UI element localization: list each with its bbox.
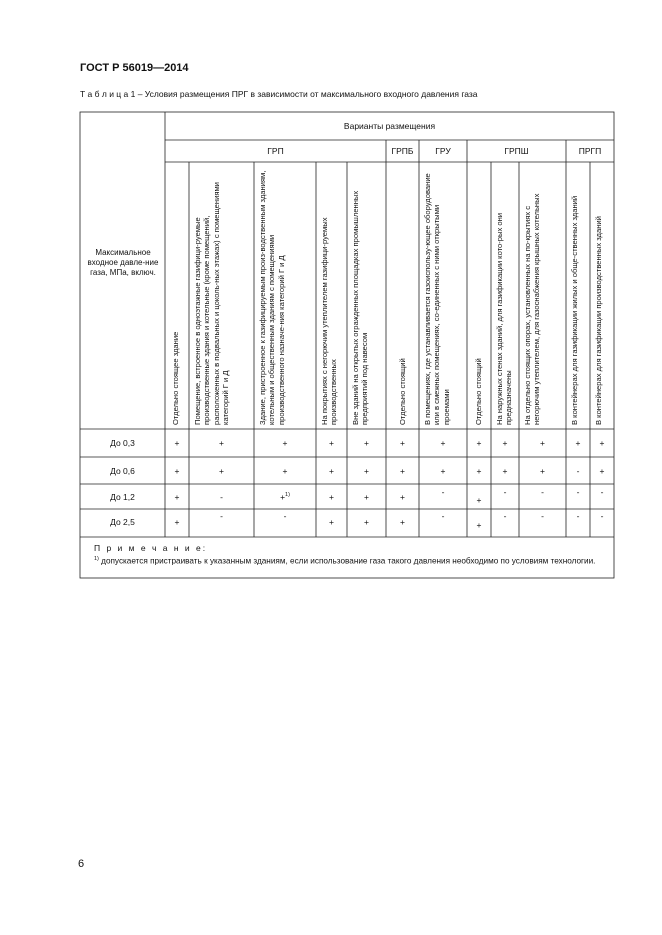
- row-label: До 1,2: [110, 492, 135, 502]
- table-cell: +: [364, 466, 369, 476]
- table-cell: -: [576, 487, 580, 497]
- table-cell: -: [576, 511, 580, 521]
- group-header-gru: ГРУ: [435, 146, 451, 156]
- table-cell: +: [364, 438, 369, 448]
- document-title: ГОСТ Р 56019—2014: [80, 62, 189, 74]
- column-header: Отдельно стоящий: [398, 358, 407, 425]
- footnote-mark: 1): [285, 492, 290, 499]
- table-cell: -: [503, 487, 507, 497]
- table-cell: +: [174, 517, 180, 527]
- table-cell: +: [440, 438, 446, 448]
- variants-header: Варианты размещения: [343, 121, 436, 131]
- table-cell: +: [400, 492, 405, 502]
- table-cell: -: [576, 466, 580, 476]
- note-title: [94, 543, 207, 553]
- table-cell: -: [283, 511, 287, 521]
- table-cell: +: [476, 438, 482, 448]
- table-cell: +: [364, 517, 369, 527]
- column-header: На отдельно стоящих опорах, установленных на по-крытиях с негорючим утеплителем, для газоснабжения крышных котельных: [523, 193, 542, 425]
- note-text: [82, 554, 612, 567]
- group-header-prgp: ПРГП: [578, 146, 602, 156]
- table-cell: [254, 492, 316, 502]
- table-cell: +: [174, 492, 180, 502]
- table-cell: +: [219, 438, 224, 448]
- table-cell: -: [441, 487, 445, 497]
- table-cell: -: [220, 492, 223, 502]
- table-cell: +: [599, 438, 605, 448]
- group-header-grpb: ГРПБ: [391, 146, 414, 156]
- table-cell: +: [476, 466, 482, 476]
- note-title-text: П р и м е ч а н и е:: [94, 543, 208, 553]
- table-cell: +: [502, 438, 508, 448]
- table-cell: +: [476, 520, 482, 530]
- table-cell: +: [540, 466, 545, 476]
- table-cell: +: [329, 492, 334, 502]
- group-header-grpsh: ГРПШ: [504, 146, 529, 156]
- table-cell: +: [282, 438, 288, 448]
- column-header: Здание, пристроенное к газифицируемым произ-водственным зданиям, котельным и общественным зданиям с помещениями производственного назначе-ния категорий Г и Д: [258, 170, 286, 425]
- table-cell: +: [282, 466, 288, 476]
- row-label: До 2,5: [110, 517, 135, 527]
- table-cell: -: [541, 487, 544, 497]
- column-header: На покрытиях с негорючим утеплителем газифици-руемых производственных: [320, 217, 339, 425]
- table-cell: +: [502, 466, 508, 476]
- table-cell: -: [503, 511, 507, 521]
- column-header: Помещение, встроенное в одноэтажные газифици-руемые производственные здания и котельные (кроме помещений, расположенных в подвальных и цоколь-ных этажах) с помещениями категорий Г и Д: [193, 182, 231, 425]
- table-cell: +: [174, 438, 180, 448]
- table-cell: +: [575, 438, 581, 448]
- table-cell: +: [219, 466, 224, 476]
- column-header: Отдельно стоящий: [474, 358, 483, 425]
- stub-header: Максимальное входное давле-ние газа, МПа, включ.: [87, 248, 159, 277]
- column-header: В контейнерах для газификации производственных зданий: [594, 216, 603, 425]
- table-cell: +: [174, 466, 180, 476]
- column-header: На наружных стенах зданий, для газификации кото-рых они предназначены: [495, 212, 514, 425]
- page-number: 6: [78, 858, 85, 870]
- table-cell: +: [400, 466, 405, 476]
- table-cell: -: [600, 487, 604, 497]
- table-cell: +: [329, 517, 334, 527]
- table-cell: +: [540, 438, 545, 448]
- table-caption: Т а б л и ц а 1 – Условия размещения ПРГ в зависимости от максимального входного давления газа: [80, 89, 478, 99]
- row-label: До 0,3: [110, 438, 135, 448]
- table-cell: -: [600, 511, 604, 521]
- note-body: допускается пристраивать к указанным зданиям, если использование газа такого давления необходимо по условиям технологии.: [101, 556, 596, 566]
- row-label: До 0,6: [110, 466, 135, 476]
- table-cell: +: [440, 466, 446, 476]
- column-header: В помещениях, где устанавливается газоиспользу-ющее оборудование или в смежных помещениях, со-единенных с ними открытыми проемами: [423, 173, 451, 425]
- table-cell: -: [541, 511, 544, 521]
- table-cell: +: [476, 495, 482, 505]
- table-cell: +: [400, 517, 405, 527]
- table-cell: -: [441, 511, 445, 521]
- table-cell: +: [329, 466, 334, 476]
- table-cell: +: [599, 466, 605, 476]
- group-header-grp: ГРП: [267, 146, 284, 156]
- column-header: В контейнерах для газификации жилых и обще-ственных зданий: [570, 195, 579, 425]
- table-cell: +: [364, 492, 369, 502]
- column-header: Вне зданий на открытых огражденных площадках промышленных предприятий под навесом: [351, 190, 370, 425]
- table-cell: -: [220, 511, 223, 521]
- note-mark: 1): [94, 556, 99, 562]
- column-header: Отдельно стоящее здание: [171, 331, 180, 425]
- table-cell: +: [329, 438, 334, 448]
- table-cell-value: +: [280, 492, 286, 502]
- table-cell: +: [400, 438, 405, 448]
